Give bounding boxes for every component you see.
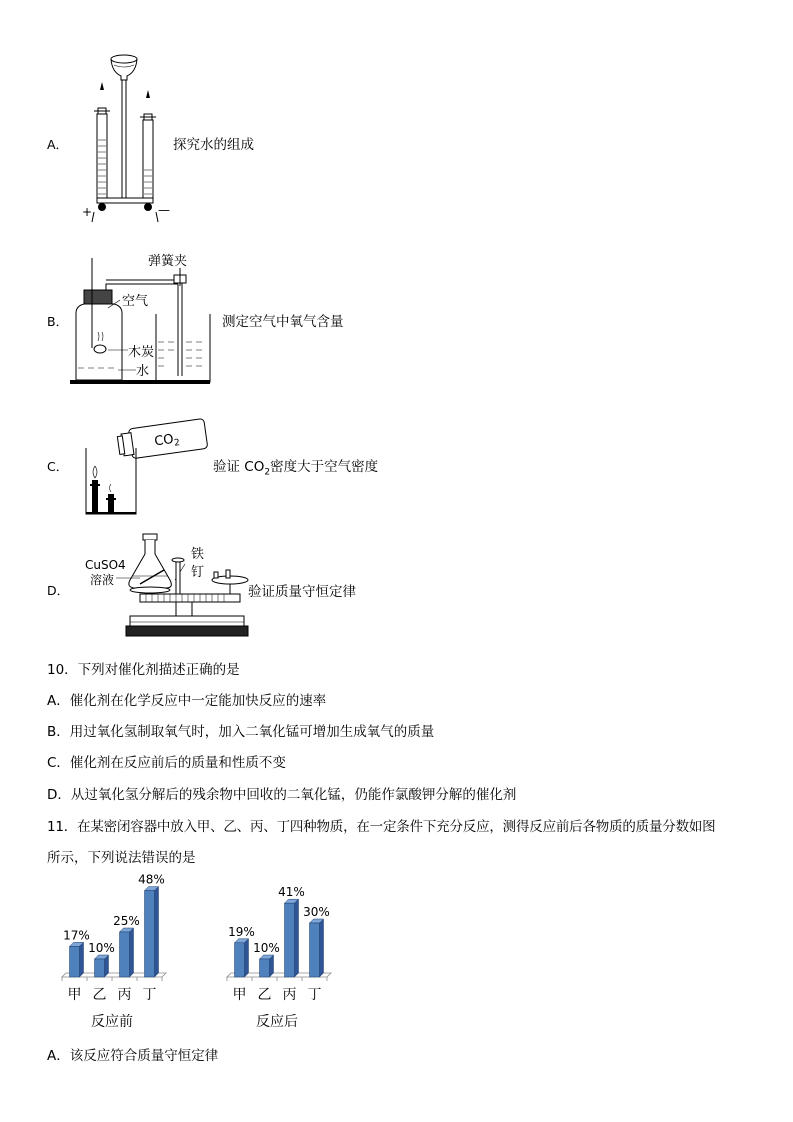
option-c-text: 验证 $CO_2$密度大于空气密度 [213,459,379,478]
negative-terminal-label: — [158,203,170,217]
category-label: 乙 [92,987,107,1003]
data-label: 48% [138,872,165,887]
electrolysis-apparatus-figure [80,50,170,230]
q11-stem-line2: 所示，下列说法错误的是 [47,850,196,866]
bar [235,943,245,977]
bar-side [130,928,134,977]
chart-after [227,885,331,1030]
mass-fraction-charts [45,872,345,1037]
clamp-label: 弹簧夹 [148,254,188,269]
bar-side [155,887,159,977]
bar-side [80,942,84,977]
category-label: 甲 [232,987,247,1003]
category-label: 丙 [117,987,132,1003]
data-label: 41% [278,885,305,900]
q10-option-c: C．催化剂在反应前后的质量和性质不变 [47,755,286,771]
option-b-text: 测定空气中氧气含量 [222,314,344,330]
q10-option-d: D．从过氧化氢分解后的残余物中回收的二氧化锰，仍能作氯酸钾分解的催化剂 [47,787,517,803]
option-a-text: 探究水的组成 [173,137,254,153]
bar [310,923,320,977]
bar-side [295,899,299,977]
positive-terminal-label: + [82,205,93,219]
cuso4-label-line1: CuSO4 [85,558,126,572]
bar [260,959,270,977]
q10-option-a: A．催化剂在化学反应中一定能加快反应的速率 [47,693,327,709]
bar-side [270,955,274,977]
bar [95,959,105,977]
bar-side [105,955,109,977]
data-label: 10% [88,941,115,955]
chart-title: 反应前 [91,1014,133,1030]
data-label: 10% [253,941,280,955]
option-d-letter: D． [47,583,70,598]
category-label: 丙 [282,987,297,1003]
nail-label-line1: 铁 [191,547,205,562]
data-label: 25% [113,914,140,928]
data-label: 30% [303,905,330,919]
air-label: 空气 [122,294,149,309]
category-label: 乙 [257,987,272,1003]
bar [120,932,130,977]
chart-title: 反应后 [256,1014,298,1030]
category-label: 甲 [67,987,82,1003]
option-d-text: 验证质量守恒定律 [248,584,356,600]
bar [70,946,80,977]
co2-density-figure [80,408,210,518]
option-c-letter: C． [47,459,69,474]
option-b-letter: B． [47,314,69,329]
nail-label-line2: 钉 [191,565,205,580]
water-label: 水 [136,364,150,379]
category-label: 丁 [142,987,157,1003]
mass-conservation-figure [80,532,250,642]
q11-option-a: A．该反应符合质量守恒定律 [47,1048,219,1064]
q10-stem: 10．下列对催化剂描述正确的是 [47,662,240,678]
q10-option-b: B．用过氧化氢制取氧气时，加入二氧化锰可增加生成氧气的质量 [47,724,435,740]
bar [285,903,295,977]
oxygen-measurement-figure [70,248,230,388]
bar-side [245,939,249,977]
charcoal-label: 木炭 [128,345,155,360]
option-a-letter: A． [47,137,69,152]
cuso4-label-line2: 溶液 [90,573,115,587]
data-label: 17% [63,928,90,943]
co2-label: $CO_2$ [153,431,181,450]
data-label: 19% [228,924,255,939]
bar-side [320,919,324,977]
category-label: 丁 [307,987,322,1003]
bar [145,891,155,977]
q11-stem-line1: 11．在某密闭容器中放入甲、乙、丙、丁四种物质，在一定条件下充分反应，测得反应前后各物质的质量分数如图 [47,819,716,835]
chart-before [62,873,166,1030]
